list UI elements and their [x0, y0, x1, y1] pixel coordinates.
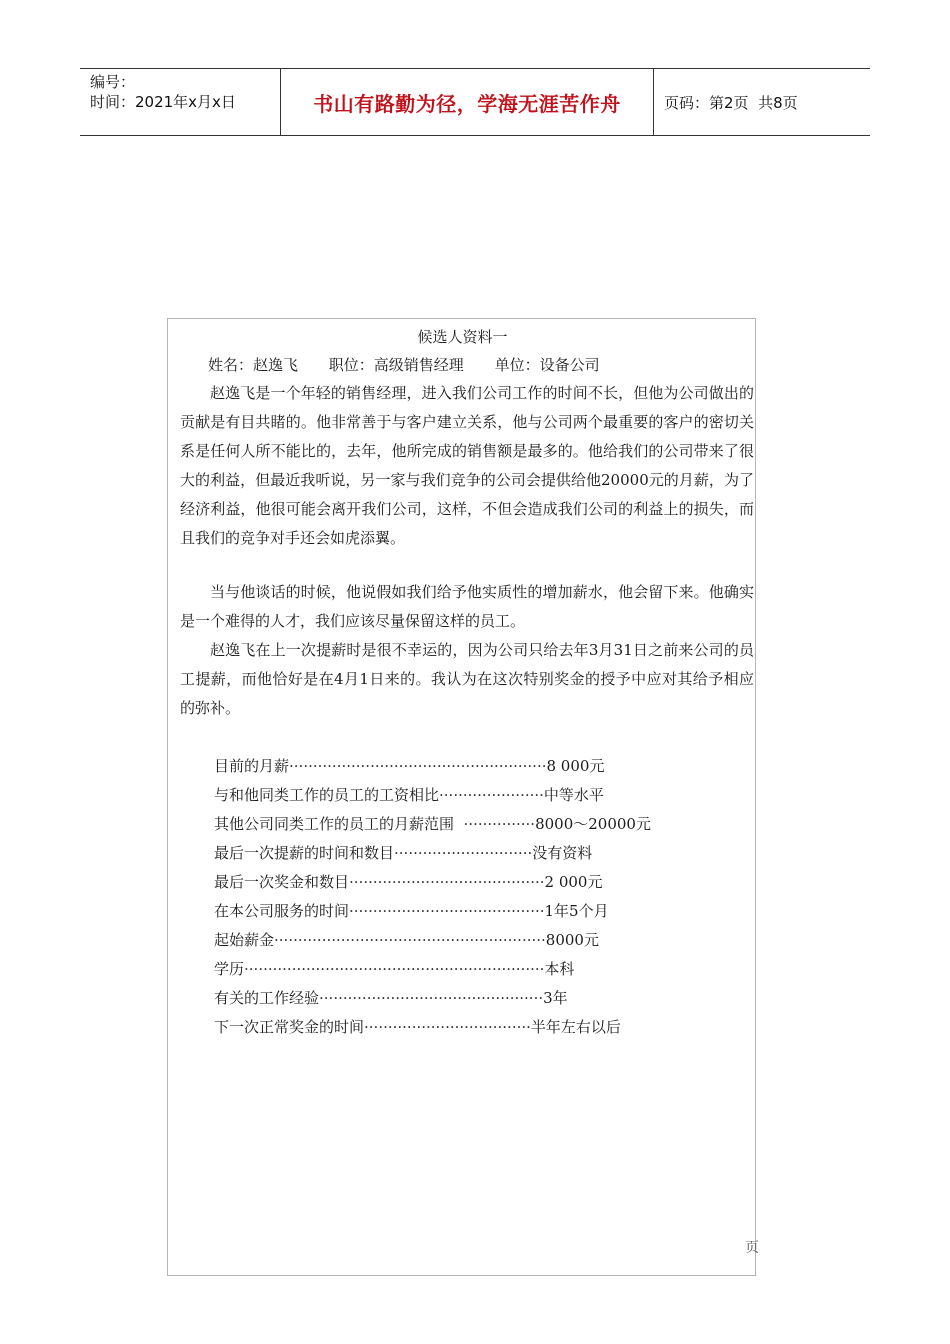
fact-row — [214, 839, 734, 868]
fact-row — [214, 868, 734, 897]
fact-row — [214, 955, 734, 984]
fact-value: 8000元 — [545, 931, 599, 949]
facts-list — [214, 752, 734, 1042]
fact-label: 下一次正常奖金的时间 — [214, 1018, 365, 1036]
fact-leader-dots: ··············· — [454, 815, 536, 833]
fact-value: 3年 — [543, 989, 568, 1007]
fact-label: 学历 — [214, 960, 245, 978]
candidate-info-line — [208, 355, 626, 375]
fact-value: 中等水平 — [543, 786, 604, 804]
date-label: 时间：2021年x月x日 — [90, 93, 236, 111]
fact-label: 最后一次提薪的时间和数目 — [214, 844, 395, 862]
fact-value: 1年5个月 — [544, 902, 609, 920]
fact-leader-dots: ······························································· — [244, 960, 545, 978]
fact-value: 本科 — [544, 960, 575, 978]
page-header — [80, 68, 870, 136]
paragraph-3: 赵逸飞在上一次提薪时是很不幸运的，因为公司只给去年3月31日之前来公司的员工提薪，而他恰好是在4月1日来的。我认为在这次特别奖金的授予中应对其给予相应的弥补。 — [180, 641, 754, 717]
page-number-label: 页码：第2页 共8页 — [664, 93, 798, 112]
fact-label: 有关的工作经验 — [214, 989, 320, 1007]
fact-value: 没有资料 — [532, 844, 593, 862]
fact-label: 目前的月薪 — [214, 757, 290, 775]
fact-row — [214, 752, 734, 781]
document-frame — [167, 318, 759, 1276]
candidate-name: 姓名：赵逸飞 — [208, 356, 299, 374]
fact-label: 起始薪金 — [214, 931, 275, 949]
serial-number-label: 编号： — [90, 73, 136, 91]
fact-leader-dots: ········································· — [349, 902, 545, 920]
fact-leader-dots: ······················································ — [289, 757, 547, 775]
fact-row — [214, 810, 734, 839]
fact-row — [214, 984, 734, 1013]
fact-leader-dots: ····························· — [394, 844, 533, 862]
header-motto: 书山有路勤为径，学海无涯苦作舟 — [281, 69, 654, 135]
fact-label: 在本公司服务的时间 — [214, 902, 350, 920]
candidate-unit: 单位：设备公司 — [494, 356, 600, 374]
paragraph-1: 赵逸飞是一个年轻的销售经理，进入我们公司工作的时间不长，但他为公司做出的贡献是有目共睹的。他非常善于与客户建立关系，他与公司两个最重要的客户的密切关系是任何人所不能比的，去年，他所完成的销售额是最多的。他给我们的公司带来了很大的利益，但最近我听说，另一家与我们竞争的公司会提供给他20000元的月薪，为了经济利益，他很可能会离开我们公司，这样，不但会造成我们公司的利益上的损失，而且我们的竞争对手还会如虎添翼。 — [180, 384, 754, 547]
fact-value: 半年左右以后 — [530, 1018, 621, 1036]
fact-leader-dots: ······················ — [439, 786, 544, 804]
fact-row — [214, 897, 734, 926]
fact-label: 与和他同类工作的员工的工资相比 — [214, 786, 440, 804]
fact-label: 其他公司同类工作的员工的月薪范围 — [214, 815, 455, 833]
fact-leader-dots: ························································· — [274, 931, 546, 949]
paragraph-2: 当与他谈话的时候，他说假如我们给予他实质性的增加薪水，他会留下来。他确实是一个难得的人才，我们应该尽量保留这样的员工。 — [180, 583, 754, 630]
candidate-position: 职位：高级销售经理 — [328, 356, 464, 374]
fact-label: 最后一次奖金和数目 — [214, 873, 350, 891]
fact-value: 8000～20000元 — [535, 815, 651, 833]
fact-row — [214, 926, 734, 955]
fact-row — [214, 781, 734, 810]
fact-leader-dots: ··············································· — [319, 989, 544, 1007]
fact-value: 8 000元 — [546, 757, 605, 775]
fact-value: 2 000元 — [544, 873, 603, 891]
header-page-info — [654, 69, 870, 135]
corner-mark: 页 — [745, 1240, 759, 1256]
fact-row — [214, 1013, 734, 1042]
header-meta — [80, 69, 281, 135]
fact-leader-dots: ··································· — [364, 1018, 531, 1036]
document-title: 候选人资料一 — [417, 328, 508, 346]
fact-leader-dots: ········································· — [349, 873, 545, 891]
